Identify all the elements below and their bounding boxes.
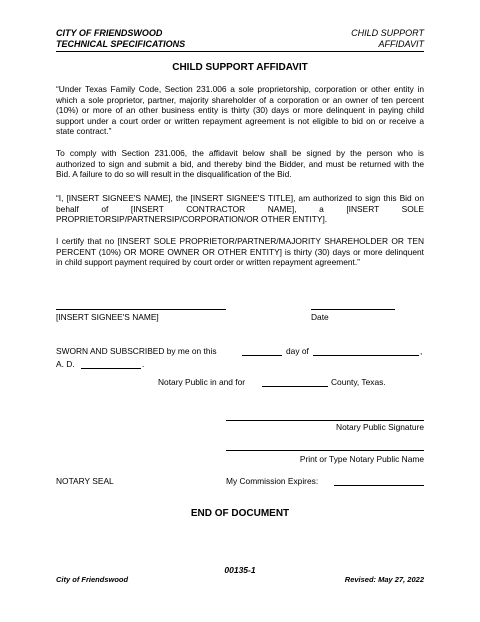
sworn-day-of-text: day of [286, 346, 309, 356]
sworn-month-blank[interactable] [313, 355, 419, 356]
header-right [351, 28, 424, 50]
commission-expires-blank[interactable] [334, 485, 424, 486]
notary-print-name-line[interactable] [226, 450, 424, 451]
footer-city: City of Friendswood [56, 575, 129, 584]
header-rule [56, 51, 424, 52]
notary-county-blank[interactable] [262, 386, 328, 387]
notary-signature-line[interactable] [226, 420, 424, 421]
sworn-ad-text: A. D. [56, 359, 75, 369]
sworn-day-blank[interactable] [242, 355, 282, 356]
sworn-period: . [142, 359, 145, 369]
notary-county-text: County, Texas. [331, 377, 386, 387]
header-city: CITY OF FRIENDSWOOD [56, 28, 163, 38]
paragraph-certification: I certify that no [INSERT SOLE PROPRIETOR/PARTNER/MAJORITY SHAREHOLDER OR TEN PERCENT (10%) OR MORE OWNER OR OTHER ENTITY] is thirty (30) days or more delinquent in child support payment required by court order or written repayment agreement.” [56, 236, 424, 268]
header-doc-title-2: AFFIDAVIT [378, 39, 424, 49]
header-left [56, 28, 185, 50]
date-label: Date [311, 312, 329, 322]
sworn-text: SWORN AND SUBSCRIBED by me on this [56, 346, 217, 356]
commission-expires-label: My Commission Expires: [226, 476, 319, 486]
document-title: CHILD SUPPORT AFFIDAVIT [172, 62, 308, 73]
notary-seal-label: NOTARY SEAL [56, 476, 114, 486]
notary-print-name-label: Print or Type Notary Public Name [299, 454, 424, 464]
sworn-comma: , [420, 346, 423, 356]
end-of-document: END OF DOCUMENT [190, 508, 290, 519]
date-line[interactable] [311, 309, 395, 310]
paragraph-statute: “Under Texas Family Code, Section 231.006 a sole proprietorship, corporation or other entity in which a sole proprietor, partner, majority shareholder of a corporation or an owner of ten percent (10%) or more of an other business entity is thirty (30) days or more delinquent in paying child support under a court order or written repayment agreement is not eligible to bid on or receive a state contract.” [56, 84, 424, 137]
notary-in-and-for-text: Notary Public in and for [158, 377, 246, 387]
header-doc-title-1: CHILD SUPPORT [351, 28, 424, 38]
footer-revised-date: Revised: May 27, 2022 [344, 575, 424, 584]
signee-signature-line[interactable] [56, 309, 226, 310]
header-section: TECHNICAL SPECIFICATIONS [56, 39, 186, 49]
signee-name-label: [INSERT SIGNEE'S NAME] [56, 312, 159, 322]
notary-signature-label: Notary Public Signature [336, 422, 424, 432]
paragraph-compliance: To comply with Section 231.006, the affidavit below shall be signed by the person who is authorized to sign and submit a bid, and thereby bind the Bidder, and must be returned with the Bid. A failure to do so will result in the disqualification of the Bid. [56, 148, 424, 180]
paragraph-authorization: “I, [INSERT SIGNEE'S NAME], the [INSERT SIGNEE'S TITLE], am authorized to sign this Bid on behalf of [INSERT CONTRACTOR NAME], a [INSERT SOLE PROPRIETORSIP/PARTNERSIP/CORPORATION/OR OTHER ENTITY]. [56, 193, 424, 225]
page-number: 00135-1 [224, 565, 256, 575]
sworn-year-blank[interactable] [81, 368, 141, 369]
